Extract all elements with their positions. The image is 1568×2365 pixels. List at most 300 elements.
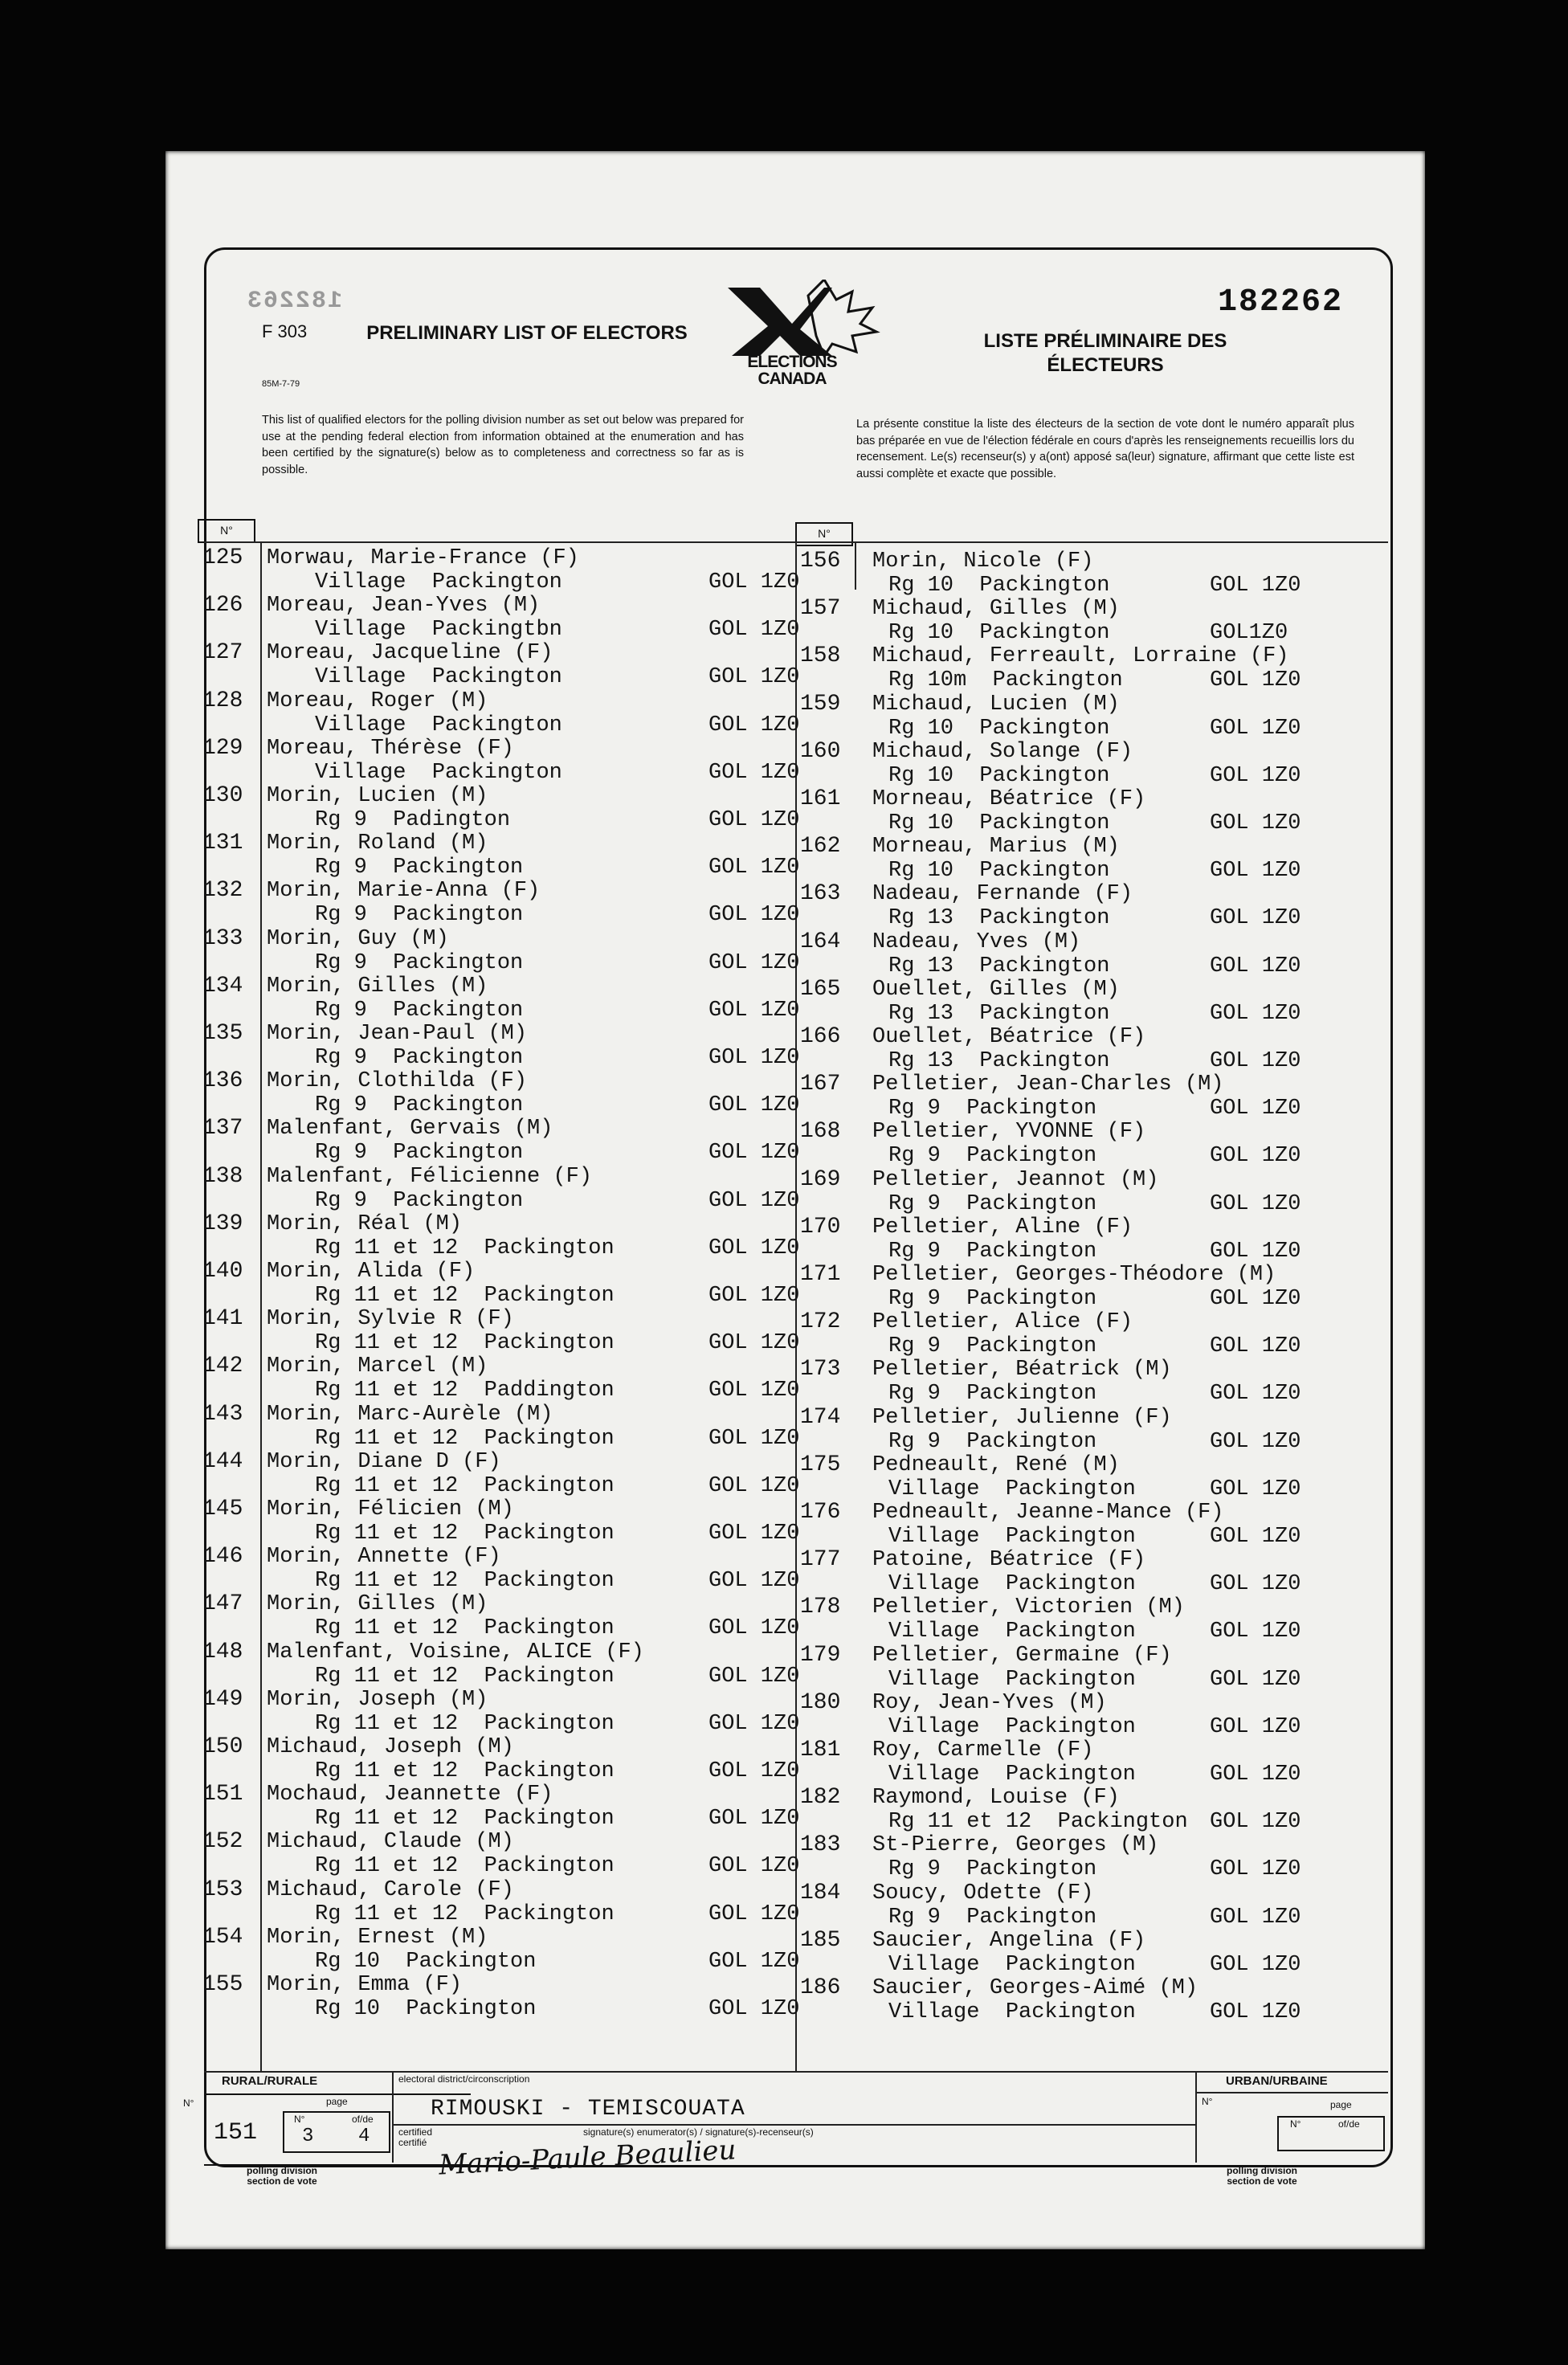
elector-number: 174 <box>800 1404 841 1430</box>
elector-address: Rg 9 Packington <box>888 1287 1097 1311</box>
rural-page-label: page <box>326 2096 348 2107</box>
elector-row <box>202 973 800 1023</box>
elector-number: 132 <box>202 878 243 904</box>
elector-name: Morin, Gilles (M) <box>267 974 488 999</box>
enumerator-signature: Mario-Paule Beaulieu <box>438 2134 737 2182</box>
elector-name: Morin, Marcel (M) <box>267 1354 488 1379</box>
elector-postal-code: GOL 1Z0 <box>1210 1144 1301 1169</box>
elector-row <box>202 1163 800 1213</box>
elector-address: Rg 11 et 12 Packington <box>315 1664 615 1689</box>
elector-address: Rg 11 et 12 Packington <box>315 1569 615 1594</box>
elector-name: Michaud, Ferreault, Lorraine (F) <box>872 644 1289 669</box>
elector-postal-code: GOL 1Z0 <box>1210 1287 1301 1311</box>
elector-name: Morin, Guy (M) <box>267 926 449 951</box>
elector-name: Morin, Clothilda (F) <box>267 1069 528 1094</box>
elector-name: Pelletier, Victorien (M) <box>872 1595 1185 1620</box>
elector-number: 166 <box>800 1024 841 1049</box>
elector-number: 180 <box>800 1689 841 1715</box>
elector-number: 184 <box>800 1880 841 1905</box>
elector-number: 155 <box>202 1972 243 1997</box>
elector-postal-code: GOL 1Z0 <box>1210 859 1301 884</box>
elector-postal-code: GOL 1Z0 <box>1210 954 1301 978</box>
elector-name: Michaud, Carole (F) <box>267 1877 514 1902</box>
elector-address: Rg 11 et 12 Packington <box>315 1759 615 1783</box>
elector-number: 153 <box>202 1877 243 1902</box>
elector-address: Rg 11 et 12 Packington <box>315 1807 615 1832</box>
elector-postal-code: GOL 1Z0 <box>708 856 800 880</box>
elector-postal-code: GOL 1Z0 <box>708 903 800 928</box>
elector-address: Rg 9 Packington <box>888 1429 1097 1454</box>
elector-postal-code: GOL 1Z0 <box>708 760 800 785</box>
elector-number: 152 <box>202 1829 243 1855</box>
elector-postal-code: GOL 1Z0 <box>708 1616 800 1641</box>
elector-row <box>202 688 800 737</box>
elector-name: Morin, Félicien (M) <box>267 1497 514 1522</box>
elector-number: 161 <box>800 786 841 811</box>
elector-postal-code: GOL 1Z0 <box>1210 1334 1301 1359</box>
elector-name: Malenfant, Gervais (M) <box>267 1117 553 1142</box>
elector-row <box>202 783 800 832</box>
elector-name: Pedneault, René (M) <box>872 1452 1120 1477</box>
elector-name: Mochaud, Jeannette (F) <box>267 1783 553 1807</box>
elector-address: Rg 11 et 12 Packington <box>315 1236 615 1260</box>
elector-row <box>202 545 800 594</box>
elector-postal-code: GOL 1Z0 <box>1210 1191 1301 1216</box>
elector-number: 156 <box>800 549 841 574</box>
elector-row <box>800 644 1346 692</box>
elector-postal-code: GOL 1Z0 <box>1210 1239 1301 1264</box>
elector-name: Pelletier, Julienne (F) <box>872 1405 1172 1430</box>
elector-postal-code: GOL 1Z0 <box>1210 1525 1301 1549</box>
elector-address: Rg 10m Packington <box>888 668 1123 693</box>
elector-row <box>202 1972 800 2021</box>
elector-address: Rg 9 Packington <box>315 856 524 880</box>
elector-name: Morin, Diane D (F) <box>267 1449 501 1474</box>
elector-address: Rg 11 et 12 Packington <box>315 1426 615 1451</box>
elector-number: 160 <box>800 738 841 764</box>
elector-number: 150 <box>202 1734 243 1759</box>
elector-name: Morin, Nicole (F) <box>872 549 1094 574</box>
elector-postal-code: GOL 1Z0 <box>708 1759 800 1783</box>
elector-name: Morin, Jean-Paul (M) <box>267 1022 528 1046</box>
elector-number: 126 <box>202 593 243 619</box>
elector-row <box>202 1021 800 1070</box>
page-of-label: of/de <box>352 2114 374 2125</box>
elector-name: Michaud, Gilles (M) <box>872 597 1120 622</box>
elector-name: Saucier, Georges-Aimé (M) <box>872 1976 1198 2000</box>
elector-row <box>202 1924 800 1974</box>
elector-number: 135 <box>202 1021 243 1046</box>
elector-row <box>800 1120 1346 1168</box>
elector-number: 128 <box>202 688 243 713</box>
elector-postal-code: GOL 1Z0 <box>1210 668 1301 693</box>
elector-row <box>800 787 1346 835</box>
intro-english: This list of qualified electors for the polling division number as set out below was prepared for use at the pending federal election from information obtained at the enumeration and has been certified by the signature(s) below as to completeness and correctness so far as is possible. <box>262 414 744 476</box>
elector-row <box>800 1215 1346 1264</box>
elector-address: Rg 11 et 12 Packington <box>315 1522 615 1546</box>
elector-postal-code: GOL 1Z0 <box>708 1284 800 1308</box>
elector-address: Rg 13 Packington <box>888 906 1110 931</box>
elector-name: Pelletier, YVONNE (F) <box>872 1120 1146 1145</box>
elector-number: 137 <box>202 1116 243 1142</box>
elector-postal-code: GOL 1Z0 <box>708 1236 800 1260</box>
elector-postal-code: GOL 1Z0 <box>708 1711 800 1736</box>
elector-row <box>800 549 1346 598</box>
elector-row <box>800 1453 1346 1501</box>
elector-name: Morneau, Béatrice (F) <box>872 787 1146 811</box>
elector-number: 178 <box>800 1595 841 1620</box>
elector-name: Moreau, Thérèse (F) <box>267 736 514 761</box>
elector-number: 173 <box>800 1357 841 1383</box>
elector-number: 148 <box>202 1639 243 1664</box>
elector-row <box>202 1211 800 1260</box>
certified-label: certified certifié <box>398 2126 433 2148</box>
elector-number: 145 <box>202 1497 243 1522</box>
elector-row <box>800 1929 1346 1977</box>
elector-name: Morin, Réal (M) <box>267 1211 463 1236</box>
elector-row <box>202 878 800 928</box>
elector-address: Rg 10 Packington <box>315 1997 537 2021</box>
elector-name: Morin, Ernest (M) <box>267 1925 488 1950</box>
elector-number: 179 <box>800 1642 841 1668</box>
elector-postal-code: GOL 1Z0 <box>1210 1001 1301 1026</box>
elector-row <box>800 1406 1346 1454</box>
maple-leaf-x-icon <box>712 280 896 360</box>
elector-row <box>800 1072 1346 1121</box>
serial-number: 182262 <box>1218 284 1344 321</box>
elector-address: Rg 11 et 12 Packington <box>888 1810 1188 1835</box>
urban-label: URBAN/URBAINE <box>1226 2074 1328 2088</box>
elector-name: Malenfant, Voisine, ALICE (F) <box>267 1640 644 1664</box>
elector-number: 165 <box>800 976 841 1002</box>
elector-address: Village Packington <box>315 713 562 737</box>
elector-number: 138 <box>202 1163 243 1189</box>
elector-row <box>800 1738 1346 1787</box>
elector-postal-code: GOL 1Z0 <box>1210 811 1301 835</box>
elector-number: 127 <box>202 640 243 666</box>
elector-row <box>800 882 1346 930</box>
elector-number: 149 <box>202 1686 243 1712</box>
elector-row <box>800 1025 1346 1073</box>
elector-address: Rg 11 et 12 Packington <box>315 1854 615 1879</box>
elector-number: 157 <box>800 596 841 622</box>
elector-postal-code: GOL 1Z0 <box>708 1949 800 1974</box>
elector-row <box>202 1497 800 1546</box>
title-french: LISTE PRÉLIMINAIRE DES ÉLECTEURS <box>983 330 1227 376</box>
elector-list-sheet <box>165 151 1425 2249</box>
elector-number: 133 <box>202 925 243 951</box>
elector-name: Saucier, Angelina (F) <box>872 1928 1146 1953</box>
elector-name: Moreau, Roger (M) <box>267 688 488 713</box>
elector-name: Morin, Roland (M) <box>267 831 488 856</box>
elector-address: Rg 9 Packington <box>315 1188 524 1213</box>
elector-address: Rg 11 et 12 Packington <box>315 1284 615 1308</box>
elector-postal-code: GOL 1Z0 <box>1210 1429 1301 1454</box>
elector-address: Rg 9 Packington <box>888 1191 1097 1216</box>
elector-number: 134 <box>202 973 243 999</box>
elector-row <box>202 1686 800 1736</box>
title-english: PRELIMINARY LIST OF ELECTORS <box>366 322 688 344</box>
elector-name: Michaud, Claude (M) <box>267 1830 514 1855</box>
elector-number: 186 <box>800 1975 841 2000</box>
elector-number: 176 <box>800 1500 841 1525</box>
elector-postal-code: GOL 1Z0 <box>708 1426 800 1451</box>
elector-postal-code: GOL1Z0 <box>1210 621 1288 646</box>
elector-name: Pelletier, Georges-Théodore (M) <box>872 1263 1276 1287</box>
elector-address: Rg 11 et 12 Paddington <box>315 1379 615 1403</box>
elector-address: Rg 10 Packington <box>888 811 1110 835</box>
elector-postal-code: GOL 1Z0 <box>708 1522 800 1546</box>
elector-row <box>800 930 1346 978</box>
ghost-serial-number: 182263 <box>246 288 343 315</box>
elector-name: Morwau, Marie-France (F) <box>267 546 579 570</box>
elector-row <box>202 1354 800 1403</box>
page-no-label: N° <box>294 2114 305 2125</box>
elector-name: Morin, Marc-Aurèle (M) <box>267 1402 553 1427</box>
elector-postal-code: GOL 1Z0 <box>708 1854 800 1879</box>
elector-address: Rg 9 Packington <box>888 1144 1097 1169</box>
elector-postal-code: GOL 1Z0 <box>708 665 800 690</box>
district-label: electoral district/circonscription <box>398 2073 530 2085</box>
elector-number: 182 <box>800 1785 841 1811</box>
elector-postal-code: GOL 1Z0 <box>1210 2000 1301 2024</box>
elector-name: Morneau, Marius (M) <box>872 835 1120 860</box>
elector-address: Rg 11 et 12 Packington <box>315 1616 615 1641</box>
elector-number: 169 <box>800 1166 841 1192</box>
elector-name: Pelletier, Alice (F) <box>872 1310 1133 1335</box>
elector-address: Rg 11 et 12 Packington <box>315 1331 615 1356</box>
elector-name: Pelletier, Béatrick (M) <box>872 1358 1172 1383</box>
elector-address: Rg 9 Packington <box>888 1857 1097 1882</box>
elector-number: 159 <box>800 691 841 717</box>
elector-row <box>202 1544 800 1594</box>
elector-name: Patoine, Béatrice (F) <box>872 1548 1146 1573</box>
elector-postal-code: GOL 1Z0 <box>708 998 800 1023</box>
elector-number: 131 <box>202 831 243 856</box>
elector-address: Rg 9 Packington <box>888 1097 1097 1121</box>
elector-number: 158 <box>800 643 841 669</box>
elector-address: Rg 9 Packington <box>315 1046 524 1070</box>
district-rule <box>392 2124 1195 2126</box>
left-number-header: N° <box>198 519 255 543</box>
elector-number: 168 <box>800 1119 841 1145</box>
elector-name: Roy, Carmelle (F) <box>872 1738 1094 1763</box>
logo-line-1: ELECTIONS <box>747 353 837 371</box>
elector-name: Malenfant, Félicienne (F) <box>267 1164 593 1189</box>
elector-postal-code: GOL 1Z0 <box>708 618 800 643</box>
elector-address: Rg 9 Packington <box>315 1141 524 1166</box>
elector-postal-code: GOL 1Z0 <box>1210 574 1301 598</box>
elector-postal-code: GOL 1Z0 <box>708 1807 800 1832</box>
elector-address: Rg 9 Padington <box>315 808 511 832</box>
elector-postal-code: GOL 1Z0 <box>1210 1620 1301 1644</box>
elector-address: Village Packington <box>888 1714 1136 1739</box>
elector-postal-code: GOL 1Z0 <box>1210 1382 1301 1407</box>
elector-row <box>800 1976 1346 2024</box>
elector-row <box>800 1263 1346 1311</box>
elector-row <box>202 593 800 643</box>
elector-number: 175 <box>800 1452 841 1477</box>
elector-postal-code: GOL 1Z0 <box>1210 716 1301 741</box>
elector-postal-code: GOL 1Z0 <box>708 1901 800 1926</box>
elector-address: Rg 10 Packington <box>888 763 1110 788</box>
elector-name: Ouellet, Béatrice (F) <box>872 1025 1146 1049</box>
logo-wordmark <box>712 353 872 387</box>
elector-postal-code: GOL 1Z0 <box>1210 906 1301 931</box>
elector-postal-code: GOL 1Z0 <box>1210 763 1301 788</box>
elector-name: Morin, Annette (F) <box>267 1545 501 1570</box>
elector-postal-code: GOL 1Z0 <box>708 950 800 975</box>
elector-postal-code: GOL 1Z0 <box>1210 1857 1301 1882</box>
elector-number: 154 <box>202 1924 243 1950</box>
elector-row <box>202 1734 800 1783</box>
elector-number: 183 <box>800 1832 841 1858</box>
elector-number: 164 <box>800 929 841 954</box>
elector-address: Village Packington <box>315 760 562 785</box>
elector-address: Rg 13 Packington <box>888 954 1110 978</box>
elector-address: Village Packington <box>888 1477 1136 1501</box>
elector-name: Morin, Joseph (M) <box>267 1687 488 1712</box>
elector-row <box>800 1833 1346 1881</box>
elector-row <box>202 1639 800 1689</box>
elector-name: Morin, Sylvie R (F) <box>267 1307 514 1332</box>
elector-name: Pelletier, Germaine (F) <box>872 1643 1172 1668</box>
elector-number: 143 <box>202 1401 243 1427</box>
elector-address: Village Packington <box>888 1667 1136 1692</box>
elector-number: 142 <box>202 1354 243 1379</box>
elector-number: 163 <box>800 881 841 907</box>
elector-address: Village Packington <box>888 2000 1136 2024</box>
elector-address: Rg 13 Packington <box>888 1049 1110 1073</box>
elector-row <box>202 1306 800 1356</box>
elector-postal-code: GOL 1Z0 <box>708 1473 800 1498</box>
elector-row <box>800 1644 1346 1692</box>
elector-row <box>202 1829 800 1879</box>
elector-row <box>800 1310 1346 1358</box>
elector-address: Village Packingtbn <box>315 618 562 643</box>
elector-name: Moreau, Jacqueline (F) <box>267 641 553 666</box>
elector-number: 130 <box>202 783 243 808</box>
elector-number: 172 <box>800 1309 841 1335</box>
elector-number: 151 <box>202 1782 243 1807</box>
elector-postal-code: GOL 1Z0 <box>708 1188 800 1213</box>
rural-no-label: N° <box>183 2097 194 2109</box>
elector-postal-code: GOL 1Z0 <box>708 1569 800 1594</box>
elector-number: 171 <box>800 1262 841 1287</box>
elector-row <box>800 1548 1346 1596</box>
elector-number: 167 <box>800 1072 841 1097</box>
elector-address: Rg 10 Packington <box>888 621 1110 646</box>
urban-polling-label: polling division section de vote <box>1227 2165 1297 2187</box>
elector-address: Rg 10 Packington <box>888 859 1110 884</box>
elector-row <box>202 735 800 785</box>
footer-top-rule <box>204 2071 1388 2073</box>
urban-no-label: N° <box>1202 2096 1213 2107</box>
form-number: F 303 <box>262 321 308 341</box>
urban-page-label: page <box>1330 2099 1352 2110</box>
elector-address: Rg 9 Packington <box>315 903 524 928</box>
right-number-header: N° <box>795 522 853 546</box>
elector-number: 141 <box>202 1306 243 1332</box>
elector-postal-code: GOL 1Z0 <box>708 1141 800 1166</box>
elector-address: Rg 9 Packington <box>888 1382 1097 1407</box>
elector-name: Pedneault, Jeanne-Mance (F) <box>872 1501 1224 1525</box>
elector-name: Morin, Lucien (M) <box>267 784 488 808</box>
elector-row <box>800 1168 1346 1216</box>
polling-division-number: 151 <box>214 2119 258 2146</box>
elector-address: Rg 9 Packington <box>888 1239 1097 1264</box>
elector-row <box>800 1501 1346 1549</box>
elector-address: Rg 13 Packington <box>888 1001 1110 1026</box>
elector-row <box>800 692 1346 741</box>
elector-number: 181 <box>800 1738 841 1763</box>
elector-number: 177 <box>800 1547 841 1573</box>
elector-name: Soucy, Odette (F) <box>872 1881 1094 1905</box>
elector-address: Rg 11 et 12 Packington <box>315 1901 615 1926</box>
elector-row <box>800 597 1346 645</box>
elector-number: 139 <box>202 1211 243 1236</box>
elector-postal-code: GOL 1Z0 <box>708 1046 800 1070</box>
elector-address: Village Packington <box>888 1952 1136 1977</box>
elector-name: Ouellet, Gilles (M) <box>872 977 1120 1002</box>
elector-number: 129 <box>202 735 243 761</box>
elector-number: 125 <box>202 545 243 570</box>
intro-french: La présente constitue la liste des électeurs de la section de vote dont le numéro apparaît plus bas préparée en vue de l'élection fédérale en cours d'après les renseignements recueillis lors du recensement. Le(s) recenseur(s) y a(ont) apposé sa(leur) signature, affirmant que cette liste est aussi complète et exacte que possible. <box>856 418 1354 480</box>
elector-postal-code: GOL 1Z0 <box>1210 1763 1301 1787</box>
elector-name: Pelletier, Jean-Charles (M) <box>872 1072 1224 1097</box>
elector-row <box>202 640 800 690</box>
elector-address: Village Packington <box>888 1572 1136 1597</box>
elector-row <box>202 831 800 880</box>
elector-postal-code: GOL 1Z0 <box>708 1997 800 2021</box>
elector-name: Michaud, Joseph (M) <box>267 1735 514 1759</box>
logo-line-2: CANADA <box>757 370 827 388</box>
elector-address: Rg 9 Packington <box>315 950 524 975</box>
elector-name: Morin, Emma (F) <box>267 1973 463 1997</box>
elector-number: 144 <box>202 1448 243 1474</box>
elector-row <box>202 1116 800 1166</box>
rural-polling-label: polling division section de vote <box>247 2165 317 2187</box>
elector-name: Roy, Jean-Yves (M) <box>872 1690 1107 1715</box>
elector-postal-code: GOL 1Z0 <box>708 1664 800 1689</box>
elector-postal-code: GOL 1Z0 <box>708 1331 800 1356</box>
elector-postal-code: GOL 1Z0 <box>1210 1477 1301 1501</box>
elector-row <box>800 1691 1346 1739</box>
elector-name: Pelletier, Aline (F) <box>872 1215 1133 1240</box>
elector-row <box>800 1786 1346 1834</box>
elector-row <box>800 740 1346 788</box>
elector-address: Rg 9 Packington <box>888 1905 1097 1930</box>
elector-name: Nadeau, Fernande (F) <box>872 882 1133 907</box>
elector-row <box>202 1401 800 1451</box>
elector-name: St-Pierre, Georges (M) <box>872 1833 1159 1858</box>
elector-row <box>202 1448 800 1498</box>
elector-address: Rg 9 Packington <box>888 1334 1097 1359</box>
elector-address: Rg 11 et 12 Packington <box>315 1473 615 1498</box>
elector-name: Moreau, Jean-Yves (M) <box>267 594 541 619</box>
elector-postal-code: GOL 1Z0 <box>1210 1952 1301 1977</box>
elector-row <box>800 978 1346 1026</box>
elector-address: Rg 10 Packington <box>888 716 1110 741</box>
elector-postal-code: GOL 1Z0 <box>1210 1572 1301 1597</box>
elector-row <box>202 1877 800 1926</box>
elector-postal-code: GOL 1Z0 <box>708 570 800 594</box>
elector-number: 185 <box>800 1927 841 1953</box>
district-value: RIMOUSKI - TEMISCOUATA <box>431 2097 745 2122</box>
elector-number: 162 <box>800 834 841 860</box>
footer-urban-left-rule <box>1195 2071 1197 2163</box>
elector-postal-code: GOL 1Z0 <box>1210 1667 1301 1692</box>
